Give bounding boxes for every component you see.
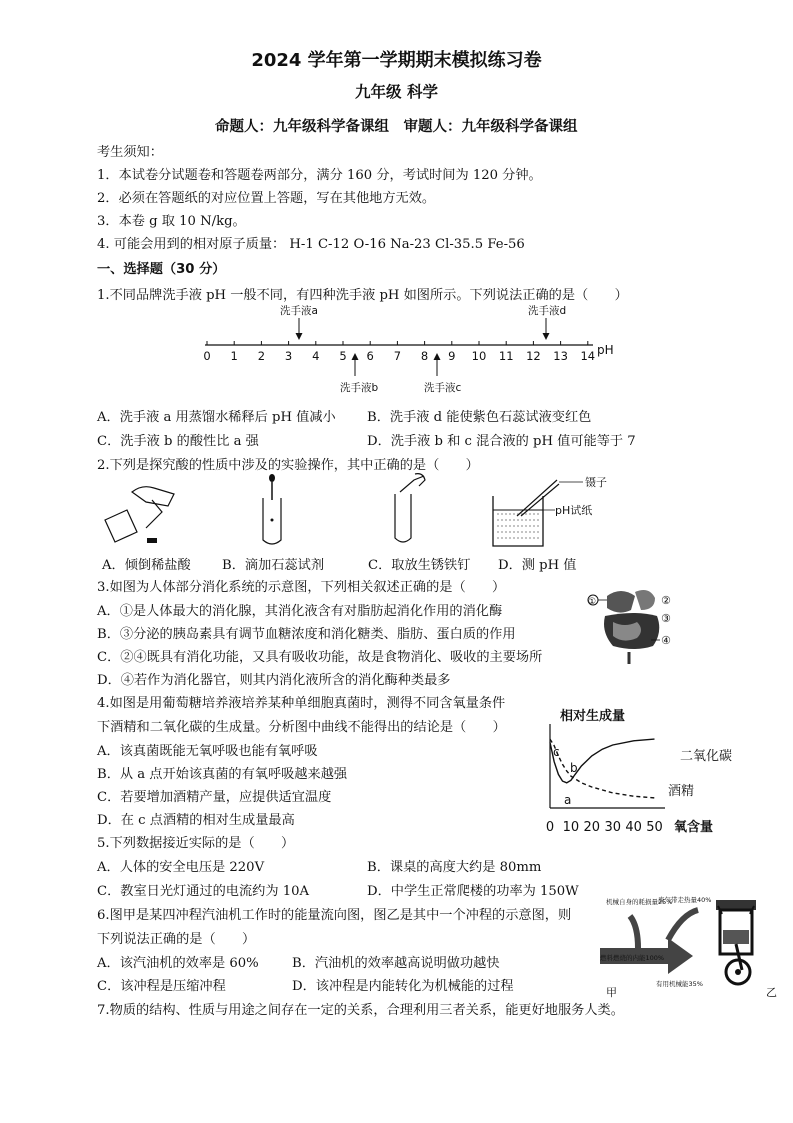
q5-option-a: A．人体的安全电压是 220V: [97, 860, 265, 875]
q4-option-a: A．该真菌既能无氧呼吸也能有氧呼吸: [97, 744, 318, 759]
ph-tick-label: 3: [284, 349, 293, 363]
exam-authors: 命题人：九年级科学备课组 审题人：九年级科学备课组: [215, 119, 578, 135]
ph-tick-label: 12: [526, 349, 541, 363]
beaker-illustration: [493, 475, 607, 546]
marker-4: ④: [661, 634, 671, 647]
series-line-alcohol: [550, 739, 655, 798]
chart-x-tick-label: 50: [646, 820, 663, 835]
ph-scale-figure: [195, 302, 625, 394]
q2-option-a: A．倾倒稀盐酸: [102, 558, 191, 573]
q1-option-a: A．洗手液 a 用蒸馏水稀释后 pH 值减小: [97, 410, 336, 425]
arrow-d-head: [543, 333, 550, 340]
point-label-b: b: [570, 761, 578, 775]
section-heading: 一、选择题（30 分）: [97, 262, 226, 277]
notice-item: 4. 可能会用到的相对原子质量： H-1 C-12 O-16 Na-23 Cl-35.5 Fe-56: [97, 237, 525, 252]
q5-option-b: B．课桌的高度大约是 80mm: [367, 860, 542, 875]
ph-tick-label: 10: [471, 349, 487, 363]
q5-stem: 5.下列数据接近实际的是（ ）: [97, 836, 295, 851]
label-in: 燃料燃烧的内能100%: [600, 954, 665, 962]
q3-option-d: D．④若作为消化器官，则其内消化液所含的消化酶种类最多: [97, 673, 451, 688]
q5-option-d: D．中学生正常爬楼的功率为 150W: [367, 884, 579, 899]
notice-item: 1．本试卷分试题卷和答题卷两部分，满分 160 分，考试时间为 120 分钟。: [97, 168, 542, 183]
q2-option-d: D．测 pH 值: [498, 558, 577, 573]
chart-x-tick-label: 30: [604, 820, 622, 835]
chart-x-tick-label: 20: [583, 820, 601, 835]
label-loss2: 废气带走热量40%: [658, 896, 712, 904]
ph-tick-label: 14: [580, 349, 596, 363]
notice-heading: 考生须知：: [97, 145, 163, 160]
label-b: 洗手液b: [340, 382, 379, 394]
ph-tick-label: 4: [312, 349, 320, 363]
q3-option-b: B．③分泌的胰岛素具有调节血糖浓度和消化糖类、脂肪、蛋白质的作用: [97, 627, 516, 642]
label-d: 洗手液d: [528, 305, 567, 317]
ph-tick-label: 6: [366, 349, 374, 363]
notice-item: 3．本卷 g 取 10 N/kg。: [97, 214, 246, 229]
q6-option-b: B．汽油机的效率越高说明做功越快: [292, 956, 500, 971]
q6-option-c: C．该冲程是压缩冲程: [97, 979, 226, 994]
label-yi: 乙: [766, 986, 777, 999]
q4-stem-line1: 4.如图是用葡萄糖培养液培养某种单细胞真菌时，测得不同含氧量条件: [97, 696, 506, 711]
engine-energy-figure: [598, 890, 788, 1000]
q6-option-a: A．该汽油机的效率是 60%: [97, 956, 259, 971]
ph-tick-label: 5: [339, 349, 347, 363]
chart-x-tick-label: 0: [545, 820, 555, 835]
point-label-a: a: [564, 793, 572, 807]
arrow-b-head: [352, 353, 359, 360]
ph-tick-label: 13: [553, 349, 568, 363]
q4-option-b: B．从 a 点开始该真菌的有氧呼吸越来越强: [97, 767, 348, 782]
series-label-alcohol: 酒精: [668, 784, 695, 799]
series-line-co2: [550, 739, 655, 783]
label-tweezers: 镊子: [585, 476, 607, 489]
q3-option-a: A．①是人体最大的消化腺，其消化液含有对脂肪起消化作用的消化酶: [97, 604, 503, 619]
marker-1: ①: [588, 597, 597, 607]
exam-title: 2024 学年第一学期期末模拟练习卷: [251, 50, 542, 71]
label-useful: 有用机械能35%: [656, 980, 703, 988]
respiration-chart: [540, 708, 740, 838]
ph-tick-label: 0: [203, 349, 211, 363]
label-a: 洗手液a: [280, 305, 318, 317]
engine-cylinder-illustration: [716, 900, 756, 984]
q2-stem: 2.下列是探究酸的性质中涉及的实验操作，其中正确的是（ ）: [97, 458, 479, 473]
q4-stem-line2: 下酒精和二氧化碳的生成量。分析图中曲线不能得出的结论是（ ）: [97, 720, 506, 735]
exam-subtitle: 九年级 科学: [355, 83, 438, 101]
arrow-c-head: [434, 353, 441, 360]
notice-item: 2．必须在答题纸的对应位置上答题，写在其他地方无效。: [97, 191, 436, 206]
q4-option-d: D．在 c 点酒精的相对生成量最高: [97, 813, 295, 828]
q6-option-d: D．该冲程是内能转化为机械能的过程: [292, 979, 514, 994]
q6-stem-line2: 下列说法正确的是（ ）: [97, 932, 256, 947]
q6-stem-line1: 6.图甲是某四冲程汽油机工作时的能量流向图，图乙是其中一个冲程的示意图，则: [97, 908, 572, 923]
q1-stem: 1.不同品牌洗手液 pH 一般不同，有四种洗手液 pH 如图所示。下列说法正确的是（ ）: [97, 288, 628, 303]
q2-option-c: C．取放生锈铁钉: [368, 558, 471, 573]
ph-tick-label: 11: [498, 349, 514, 363]
marker-3: ③: [661, 612, 671, 625]
q1-option-d: D．洗手液 b 和 c 混合液的 pH 值可能等于 7: [367, 434, 636, 449]
rusty-nail-illustration: [395, 474, 425, 542]
q7-stem: 7.物质的结构、性质与用途之间存在一定的关系，合理利用三者关系，能更好地服务人类。: [97, 1003, 624, 1018]
pouring-illustration: [105, 487, 174, 543]
ph-tick-label: 9: [448, 349, 456, 363]
q3-stem: 3.如图为人体部分消化系统的示意图，下列相关叙述正确的是（ ）: [97, 580, 506, 595]
label-loss1: 机械自身的耗损量25%: [606, 898, 673, 906]
ph-tick-label: 1: [230, 349, 238, 363]
ph-tick-label: 2: [257, 349, 266, 363]
ph-unit: pH: [597, 343, 614, 357]
chart-x-label: 氧含量: [674, 820, 714, 835]
label-jia: 甲: [606, 986, 617, 999]
point-label-c: c: [553, 745, 560, 759]
q4-option-c: C．若要增加酒精产量，应提供适宜温度: [97, 790, 332, 805]
label-c: 洗手液c: [424, 382, 462, 394]
q3-option-c: C．②④既具有消化功能，又具有吸收功能，故是食物消化、吸收的主要场所: [97, 650, 543, 665]
q1-option-c: C．洗手液 b 的酸性比 a 强: [97, 434, 259, 449]
q1-option-b: B．洗手液 d 能使紫色石蕊试液变红色: [367, 410, 592, 425]
marker-2: ②: [661, 594, 671, 607]
chart-y-label: 相对生成量: [560, 709, 626, 724]
ph-tick-label: 8: [420, 349, 429, 363]
dropper-illustration: [263, 474, 281, 544]
digestive-system-figure: [585, 582, 695, 672]
ph-tick-label: 7: [393, 349, 402, 363]
series-label-co2: 二氧化碳: [680, 749, 733, 764]
arrow-a-head: [296, 333, 303, 340]
q2-figures: [97, 472, 617, 552]
q5-option-c: C．教室日光灯通过的电流约为 10A: [97, 884, 310, 899]
chart-x-tick-label: 10: [562, 820, 580, 835]
q2-option-b: B．滴加石蕊试剂: [222, 558, 325, 573]
label-ph-paper: pH试纸: [555, 504, 593, 517]
chart-x-tick-label: 40: [625, 820, 642, 835]
